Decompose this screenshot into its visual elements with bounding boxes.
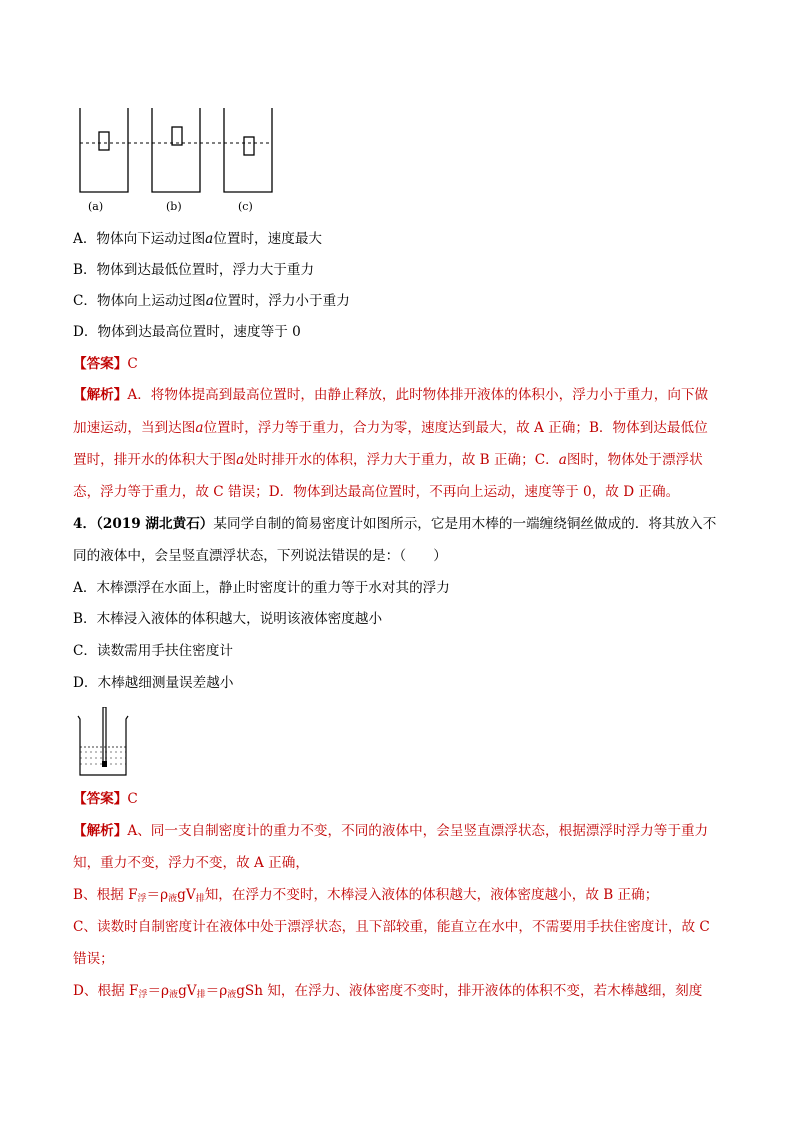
figure-label-a: (a) — [88, 200, 104, 213]
q3-option-c: C．物体向上运动过图a位置时，浮力小于重力 — [73, 293, 350, 309]
q3-option-b: B．物体到达最低位置时，浮力大于重力 — [73, 262, 315, 278]
q3-option-d: D．物体到达最高位置时，速度等于 0 — [73, 324, 301, 340]
q3-answer: 【答案】C — [73, 356, 138, 372]
q4-analysis-line-6: D、根据 $F_浮=\rho_液gV_排=\rho_液gSh$ 知，在浮力、液体密度不变时，排开液体的体积不变，若木棒越细，刻度 — [73, 983, 703, 1000]
q4-analysis-line-1: 【解析】A、同一支自制密度计的重力不变，不同的液体中，会呈竖直漂浮状态，根据漂浮时浮力等于重力 — [73, 823, 709, 839]
block-c — [244, 137, 254, 155]
q4-answer: 【答案】C — [73, 791, 138, 807]
q4-option-d: D．木棒越细测量误差越小 — [73, 675, 234, 691]
q3-option-a: A．物体向下运动过图a位置时，速度最大 — [73, 231, 323, 247]
q3-analysis-line-2: 加速运动，当到达图a位置时，浮力等于重力，合力为零，速度达到最大，故 A 正确；B．物体到达最低位 — [73, 420, 708, 436]
q3-analysis-line-1: 【解析】A．将物体提高到最高位置时，由静止释放，此时物体排开液体的体积小，浮力小于重力，向下做 — [73, 387, 709, 403]
figure-label-c: (c) — [238, 200, 253, 213]
q3-analysis-line-4: 态，浮力等于重力，故 C 错误；D．物体到达最高位置时，不再向上运动，速度等于 0，故 D 正确。 — [73, 484, 680, 500]
q4-analysis-line-2: 知，重力不变，浮力不变，故 A 正确， — [73, 855, 309, 871]
q4-analysis-line-5: 错误； — [73, 951, 114, 967]
figure-label-b: (b) — [166, 200, 182, 213]
q4-analysis-line-4: C、读数时自制密度计在液体中处于漂浮状态，且下部较重，能直立在水中，不需要用手扶住密度计，故 C — [73, 919, 710, 935]
q4-stem-line-1: 4．（2019 湖北黄石）某同学自制的简易密度计如图所示，它是用木棒的一端缠绕铜丝做成的．将其放入不 — [73, 516, 717, 532]
beaker-c — [224, 108, 272, 192]
beakers-figure — [74, 104, 274, 216]
q3-analysis-line-3: 置时，排开水的体积大于图a处时排开水的体积，浮力大于重力，故 B 正确；C．a图时，物体处于漂浮状 — [73, 452, 703, 468]
block-a — [99, 132, 109, 150]
q4-option-a: A．木棒漂浮在水面上，静止时密度计的重力等于水对其的浮力 — [73, 580, 450, 596]
q4-option-c: C．读数需用手扶住密度计 — [73, 643, 233, 659]
block-b — [172, 127, 182, 145]
q4-stem-line-2: 同的液体中，会呈竖直漂浮状态，下列说法错误的是：（ ） — [73, 548, 447, 564]
copper-wire — [102, 761, 107, 767]
q4-analysis-line-3: B、根据 $F_浮=\rho_液gV_排$知，在浮力不变时，木棒浸入液体的体积越大，液体密度越小，故 B 正确； — [73, 887, 659, 904]
q4-option-b: B．木棒浸入液体的体积越大，说明该液体密度越小 — [73, 611, 383, 627]
density-meter-figure — [76, 707, 136, 779]
beaker-b — [152, 108, 200, 192]
